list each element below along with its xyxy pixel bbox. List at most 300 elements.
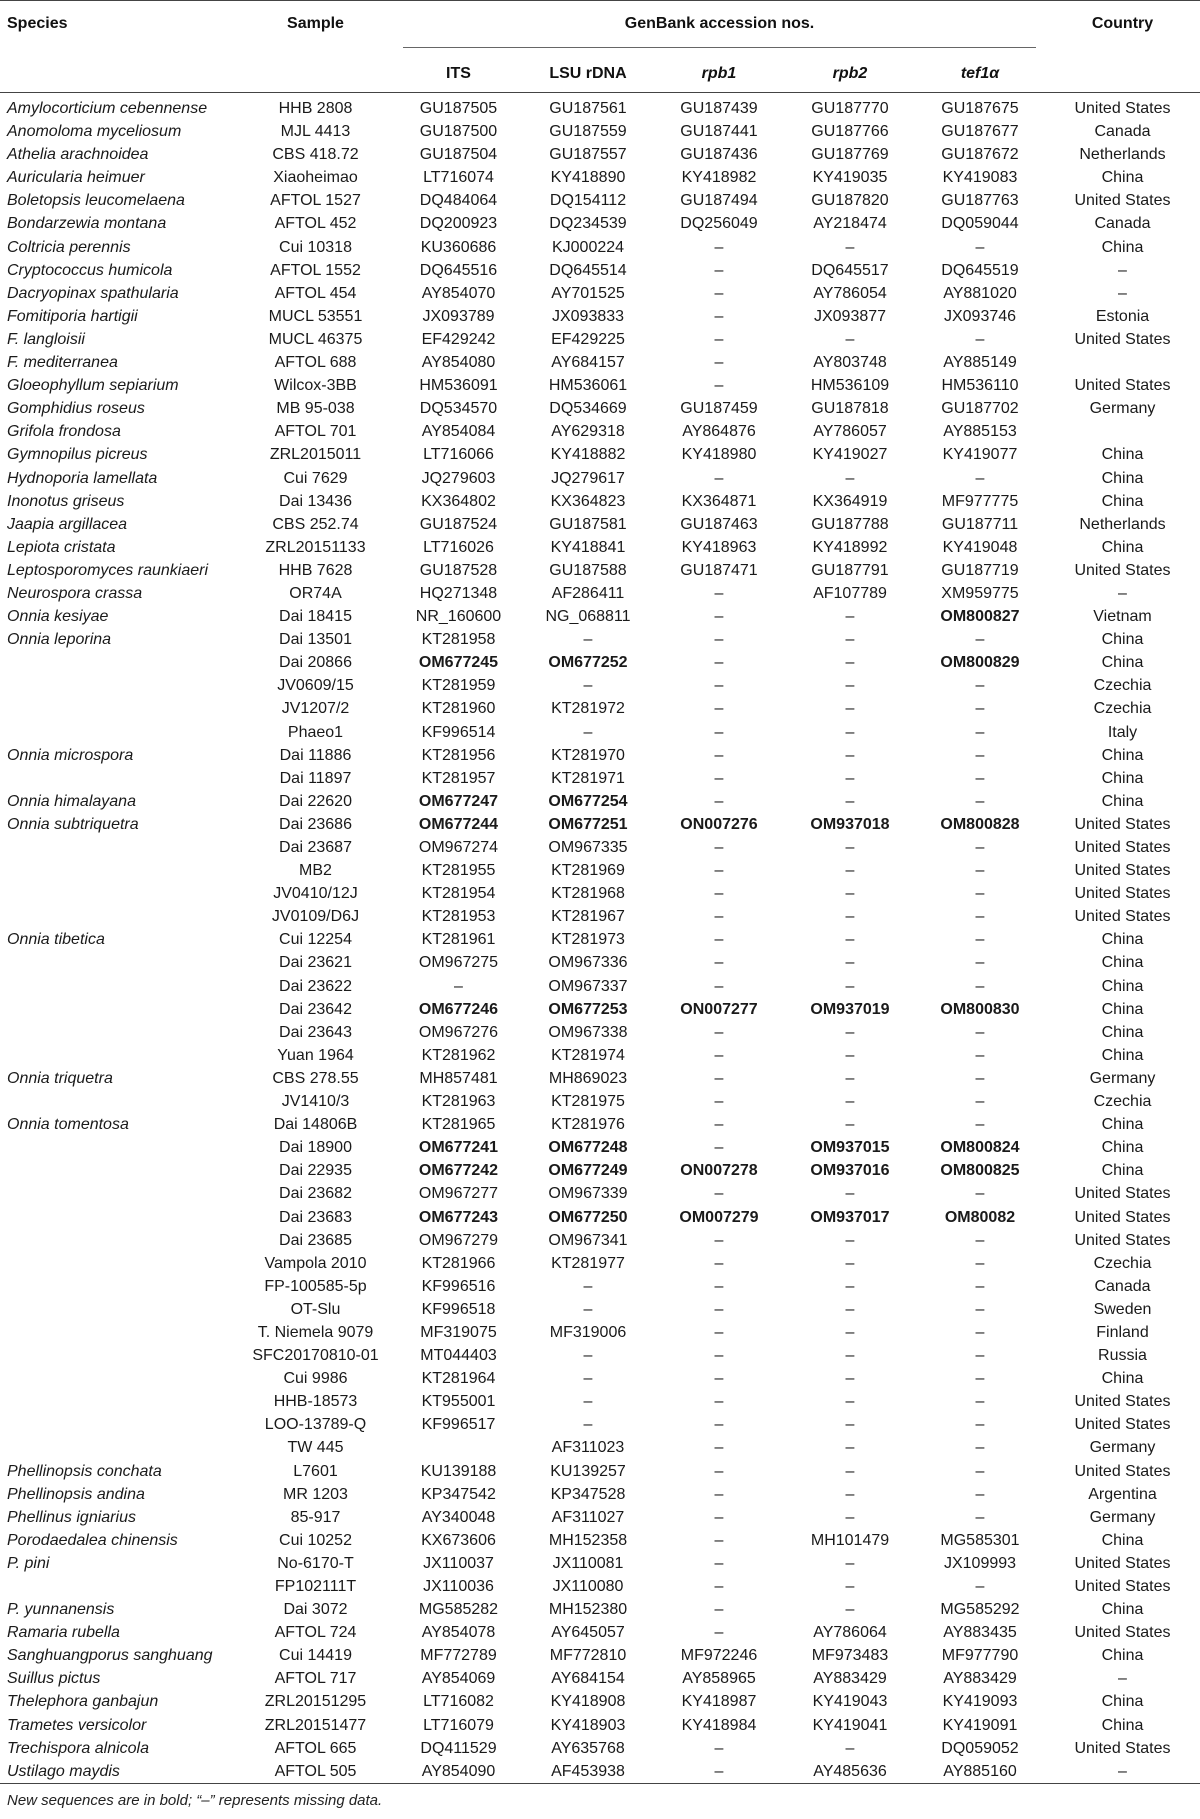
cell-tef: GU187763	[941, 192, 1019, 210]
cell-species: Amylocorticium cebennense	[7, 100, 208, 117]
cell-species: Onnia subtriquetra	[7, 815, 139, 833]
cell-tef: –	[975, 1277, 985, 1295]
table-row	[0, 975, 1200, 998]
cell-its: GU187505	[419, 100, 498, 117]
table-row	[0, 1298, 1200, 1321]
cell-sample: JV1207/2	[281, 700, 350, 718]
cell-rpb2: AY786054	[813, 284, 887, 302]
cell-rpb1: –	[714, 769, 724, 787]
cell-lsu: KY418841	[550, 538, 626, 556]
cell-country: China	[1101, 631, 1144, 649]
cell-rpb1: ON007278	[680, 1162, 758, 1180]
cell-species	[0, 1575, 237, 1598]
cell-species: P. pini	[7, 1554, 50, 1572]
cell-rpb1: –	[714, 284, 724, 302]
cell-country: United States	[1074, 377, 1171, 395]
cell-lsu: OM677248	[548, 1139, 628, 1157]
cell-tef: –	[975, 908, 985, 926]
cell-country: United States	[1074, 815, 1171, 833]
cell-sample: Dai 22935	[279, 1162, 352, 1180]
cell-rpb1: –	[714, 1069, 724, 1087]
cell-species: Ustilago maydis	[0, 1760, 237, 1784]
cell-its: AY854069	[421, 1670, 496, 1688]
cell-its: OM677246	[418, 1000, 499, 1018]
cell-rpb2: GU187769	[811, 146, 889, 164]
cell-rpb1: ON007276	[680, 815, 758, 833]
cell-sample: Cui 7629	[283, 469, 348, 487]
cell-country: China	[1101, 469, 1144, 487]
cell-rpb1: –	[714, 1554, 724, 1572]
cell-its: KT281956	[421, 746, 496, 764]
cell-rpb1: –	[714, 677, 724, 695]
cell-tef: –	[975, 1485, 985, 1503]
cell-rpb2: AY786064	[813, 1624, 887, 1642]
cell-sample: Dai 3072	[283, 1601, 348, 1619]
cell-rpb2: –	[845, 977, 855, 995]
cell-rpb1: KY418982	[681, 169, 757, 187]
cell-tef: –	[975, 931, 985, 949]
table-row	[0, 374, 1200, 397]
cell-its: KF996517	[421, 1416, 496, 1434]
table-row	[0, 397, 1200, 420]
cell-its: NR_160600	[415, 608, 502, 626]
table-row	[0, 1506, 1200, 1529]
table-row	[0, 1182, 1200, 1205]
cell-country: United States	[1074, 1416, 1171, 1434]
cell-species	[0, 674, 237, 697]
cell-country: Germany	[1089, 1508, 1156, 1526]
cell-sample: Cui 9986	[283, 1370, 348, 1388]
cell-species	[0, 697, 237, 720]
cell-its: KF996516	[421, 1277, 496, 1295]
cell-tef: GU187672	[941, 146, 1019, 164]
cell-tef: GU187711	[941, 515, 1019, 533]
cell-country: China	[1101, 977, 1144, 995]
cell-its: OM967279	[418, 1231, 499, 1249]
cell-its: DQ200923	[419, 215, 498, 233]
cell-country: Czechia	[1093, 1254, 1152, 1272]
cell-rpb2: GU187818	[811, 400, 889, 418]
cell-sample: JV0109/D6J	[271, 908, 360, 926]
cell-rpb2: OM937017	[810, 1208, 890, 1226]
cell-country: Canada	[1094, 1277, 1151, 1295]
table-row	[0, 674, 1200, 697]
cell-rpb2: –	[845, 839, 855, 856]
cell-rpb2: MH101479	[810, 1531, 890, 1549]
table-row	[0, 1090, 1200, 1113]
cell-sample: Cui 12254	[279, 931, 352, 949]
cell-rpb1: DQ256049	[680, 215, 758, 233]
cell-rpb2: –	[845, 1093, 855, 1111]
cell-rpb1: KY418980	[681, 446, 757, 464]
cell-rpb2: OM937015	[810, 1139, 890, 1157]
cell-tef: –	[975, 631, 985, 649]
cell-tef: –	[975, 238, 985, 256]
cell-sample: Dai 13436	[279, 492, 352, 510]
cell-sample: Vampola 2010	[264, 1254, 367, 1272]
table-row	[0, 189, 1200, 212]
cell-species	[0, 1044, 237, 1067]
cell-species: Jaapia argillacea	[7, 515, 128, 533]
cell-country: China	[1101, 1601, 1144, 1619]
cell-its: HQ271348	[419, 584, 498, 602]
table-row	[0, 1044, 1200, 1067]
cell-sample: Dai 23685	[279, 1231, 352, 1249]
cell-sample: Dai 23642	[279, 1000, 352, 1018]
cell-rpb1: –	[714, 1185, 724, 1203]
cell-country: China	[1101, 1162, 1144, 1180]
cell-its: KP347542	[421, 1485, 496, 1503]
cell-rpb1: –	[714, 1739, 724, 1757]
cell-sample: AFTOL 701	[274, 423, 357, 441]
cell-rpb2: –	[845, 1439, 855, 1457]
cell-rpb1: –	[714, 1277, 724, 1295]
cell-lsu: OM967338	[548, 1023, 628, 1041]
cell-tef: –	[975, 1116, 985, 1134]
header-locus: rpb1	[701, 64, 737, 82]
cell-sample: HHB 7628	[278, 561, 353, 579]
cell-country: China	[1101, 931, 1144, 949]
cell-lsu: JX110081	[552, 1554, 624, 1572]
cell-lsu: KX364823	[550, 492, 626, 510]
cell-sample: Dai 23683	[279, 1208, 352, 1226]
cell-sample: T. Niemela 9079	[257, 1323, 374, 1341]
cell-its: KT955001	[421, 1393, 496, 1411]
cell-its: AY854080	[421, 354, 496, 372]
cell-sample: Dai 11897	[279, 769, 352, 787]
cell-sample: FP102111T	[274, 1578, 357, 1595]
cell-its: OM677242	[418, 1162, 499, 1180]
table-row	[0, 93, 1200, 121]
cell-rpb2: –	[845, 862, 855, 880]
cell-country: China	[1101, 769, 1144, 787]
cell-tef: –	[975, 954, 985, 972]
cell-species: Fomitiporia hartigii	[7, 307, 138, 325]
cell-lsu: KT281973	[551, 931, 625, 949]
cell-tef: DQ645519	[941, 261, 1019, 279]
cell-tef: AY883435	[943, 1624, 1017, 1642]
cell-its: LT716026	[423, 538, 494, 556]
table-row	[0, 836, 1200, 859]
cell-country: United States	[1074, 192, 1171, 210]
cell-lsu: OM967335	[548, 839, 628, 856]
cell-its: EF429242	[421, 330, 496, 348]
cell-rpb2: –	[845, 1554, 855, 1572]
cell-lsu: AY645057	[551, 1624, 625, 1642]
cell-country: United States	[1074, 862, 1171, 880]
cell-its: MF772789	[420, 1647, 497, 1665]
table-row	[0, 951, 1200, 974]
cell-country	[1045, 420, 1200, 443]
cell-rpb2: –	[845, 631, 855, 649]
cell-its: DQ411529	[420, 1739, 497, 1757]
cell-its	[394, 1436, 523, 1459]
cell-lsu: JQ279617	[551, 469, 625, 487]
cell-rpb2: –	[845, 1370, 855, 1388]
cell-sample: Dai 20866	[279, 654, 352, 672]
cell-rpb2: –	[845, 1578, 855, 1595]
cell-lsu: KT281971	[551, 769, 625, 787]
cell-rpb1: –	[714, 354, 724, 372]
cell-sample: ZRL2015011	[269, 446, 362, 464]
header-locus: ITS	[446, 64, 471, 82]
cell-country: China	[1101, 1370, 1144, 1388]
cell-its: GU187524	[419, 515, 498, 533]
cell-tef: OM800830	[940, 1000, 1020, 1018]
cell-tef: GU187702	[941, 400, 1019, 418]
cell-its: OM677243	[418, 1208, 499, 1226]
cell-tef: –	[975, 885, 985, 903]
cell-tef: –	[975, 1069, 985, 1087]
cell-tef: –	[975, 1508, 985, 1526]
cell-species: Auricularia heimuer	[7, 169, 145, 187]
cell-lsu: AY684157	[551, 354, 625, 372]
table-row	[0, 859, 1200, 882]
cell-rpb2: –	[845, 1023, 855, 1041]
cell-its: AY340048	[421, 1508, 496, 1526]
cell-species	[0, 1298, 237, 1321]
cell-country: United States	[1074, 1578, 1171, 1595]
cell-lsu: –	[583, 1416, 593, 1434]
cell-tef: GU187675	[941, 100, 1019, 117]
cell-tef: MG585301	[940, 1531, 1020, 1549]
cell-rpb2: GU187770	[811, 100, 889, 117]
cell-country: –	[1118, 1670, 1127, 1688]
cell-rpb1: GU187439	[680, 100, 758, 117]
cell-its: KT281963	[421, 1093, 496, 1111]
cell-lsu: JX093833	[551, 307, 625, 325]
cell-species	[0, 1367, 237, 1390]
cell-species	[0, 1159, 237, 1182]
cell-tef: OM800829	[940, 654, 1020, 672]
cell-rpb2: –	[845, 1254, 855, 1272]
cell-its: GU187528	[419, 561, 498, 579]
cell-species: Phellinopsis conchata	[7, 1462, 162, 1480]
cell-lsu: –	[583, 723, 593, 741]
cell-country: China	[1101, 746, 1144, 764]
cell-country: Canada	[1094, 215, 1151, 233]
cell-rpb2: –	[845, 908, 855, 926]
cell-rpb1: –	[714, 954, 724, 972]
table-row	[0, 443, 1200, 466]
table-row	[0, 1667, 1200, 1690]
cell-species	[0, 1390, 237, 1413]
cell-rpb2: JX093877	[813, 307, 887, 325]
cell-lsu: MF319006	[549, 1323, 627, 1341]
cell-rpb1: –	[714, 723, 724, 741]
cell-lsu: KT281970	[551, 746, 625, 764]
cell-tef: OM800824	[940, 1139, 1020, 1157]
cell-its: KT281964	[421, 1370, 496, 1388]
cell-rpb1: –	[714, 1300, 724, 1318]
cell-its: OM677241	[418, 1139, 499, 1157]
cell-rpb1: KY418984	[681, 1716, 757, 1734]
cell-country: China	[1101, 1531, 1144, 1549]
cell-country: United States	[1074, 1393, 1171, 1411]
cell-species	[0, 1344, 237, 1367]
table-row	[0, 1067, 1200, 1090]
table-row	[0, 605, 1200, 628]
cell-lsu: KY418882	[550, 446, 626, 464]
cell-rpb2: KY419027	[812, 446, 888, 464]
cell-country: United States	[1074, 1231, 1171, 1249]
cell-sample: ZRL20151477	[264, 1716, 367, 1734]
cell-rpb1: –	[714, 1601, 724, 1619]
cell-lsu: DQ645514	[549, 261, 627, 279]
cell-rpb1: –	[714, 862, 724, 880]
cell-lsu: KT281977	[551, 1254, 625, 1272]
cell-tef: –	[975, 723, 985, 741]
cell-rpb1: –	[714, 261, 724, 279]
cell-country: United States	[1074, 885, 1171, 903]
cell-its: GU187504	[419, 146, 498, 164]
cell-sample: Dai 23622	[279, 977, 352, 995]
table-row	[0, 582, 1200, 605]
cell-tef: –	[975, 1393, 985, 1411]
cell-country: Sweden	[1093, 1300, 1152, 1318]
cell-lsu: OM677252	[548, 654, 628, 672]
cell-species: Gymnopilus picreus	[7, 446, 148, 464]
cell-rpb2: –	[845, 769, 855, 787]
table-row	[0, 536, 1200, 559]
cell-its: KT281958	[421, 631, 496, 649]
cell-its: AY854070	[421, 284, 496, 302]
cell-rpb2: –	[845, 746, 855, 764]
cell-sample: No-6170-T	[277, 1554, 354, 1572]
cell-its: KT281959	[421, 677, 496, 695]
cell-sample: Dai 23686	[279, 815, 352, 833]
cell-species	[0, 998, 237, 1021]
cell-sample: CBS 418.72	[272, 146, 359, 164]
cell-country: Italy	[1107, 723, 1138, 741]
cell-its: HM536091	[419, 377, 498, 395]
cell-its: KT281957	[421, 769, 496, 787]
cell-rpb1: –	[714, 1508, 724, 1526]
cell-rpb2: –	[845, 1046, 855, 1064]
cell-lsu: –	[583, 677, 593, 695]
table-row	[0, 1367, 1200, 1390]
cell-species	[0, 905, 237, 928]
cell-rpb2: GU187791	[811, 561, 889, 579]
table-row	[0, 143, 1200, 166]
cell-lsu: AY629318	[551, 423, 625, 441]
cell-rpb2: GU187788	[811, 515, 889, 533]
table-row	[0, 813, 1200, 836]
cell-rpb2: –	[845, 1485, 855, 1503]
cell-its: DQ484064	[419, 192, 498, 210]
cell-rpb1: –	[714, 1624, 724, 1642]
cell-rpb2: –	[845, 885, 855, 903]
cell-sample: AFTOL 688	[274, 354, 357, 372]
cell-rpb2: GU187766	[811, 123, 889, 141]
cell-lsu: KT281975	[551, 1093, 625, 1111]
cell-tef: –	[975, 700, 985, 718]
cell-tef: KY419093	[942, 1693, 1018, 1711]
table-row	[0, 212, 1200, 235]
cell-country: –	[1118, 584, 1127, 602]
cell-tef: KY419083	[942, 169, 1018, 187]
cell-its: LT716079	[423, 1716, 494, 1734]
cell-rpb1: –	[714, 1485, 724, 1503]
header-locus: rpb2	[832, 64, 868, 82]
table-row	[0, 513, 1200, 536]
cell-tef: AY883429	[943, 1670, 1017, 1688]
cell-species: Lepiota cristata	[7, 538, 116, 556]
cell-rpb2: –	[845, 1508, 855, 1526]
table-row	[0, 1159, 1200, 1182]
cell-species: Athelia arachnoidea	[7, 146, 149, 164]
cell-lsu: OM677254	[548, 792, 628, 810]
cell-rpb1: –	[714, 1023, 724, 1041]
cell-its: DQ645516	[419, 261, 498, 279]
cell-country: Czechia	[1093, 1093, 1152, 1111]
cell-lsu: OM967341	[548, 1231, 628, 1249]
cell-tef: JX109993	[943, 1554, 1017, 1572]
cell-lsu: OM967337	[548, 977, 628, 995]
cell-lsu: HM536061	[548, 377, 628, 395]
cell-its: MG585282	[418, 1601, 499, 1619]
cell-sample: MR 1203	[283, 1485, 348, 1503]
cell-rpb2: –	[845, 1231, 855, 1249]
cell-tef: AY881020	[943, 284, 1017, 302]
cell-lsu: GU187561	[549, 100, 627, 117]
cell-its: OM677247	[418, 792, 499, 810]
cell-rpb1: KY418963	[681, 538, 757, 556]
cell-its: OM967275	[418, 954, 499, 972]
cell-lsu: AY701525	[551, 284, 625, 302]
cell-country: Germany	[1089, 400, 1156, 418]
cell-its: KX364802	[421, 492, 496, 510]
cell-country: Netherlands	[1079, 515, 1166, 533]
cell-rpb1: AY864876	[682, 423, 756, 441]
cell-its: OM677244	[418, 815, 499, 833]
cell-rpb2: OM937016	[810, 1162, 890, 1180]
cell-sample: Cui 10252	[279, 1531, 352, 1549]
cell-its: JQ279603	[421, 469, 496, 487]
cell-rpb2: AY485636	[785, 1760, 915, 1784]
cell-rpb1: –	[714, 1046, 724, 1064]
cell-species: Onnia tibetica	[7, 931, 105, 949]
cell-rpb1: –	[714, 584, 724, 602]
table-row	[0, 236, 1200, 259]
cell-rpb1: –	[714, 1462, 724, 1480]
cell-rpb1: GU187471	[680, 561, 758, 579]
cell-sample: FP-100585-5p	[264, 1277, 367, 1295]
cell-its: LT716066	[423, 446, 494, 464]
cell-country: Germany	[1089, 1069, 1156, 1087]
cell-lsu: GU187581	[549, 515, 627, 533]
cell-sample: Dai 23687	[279, 839, 352, 856]
cell-its: LT716074	[423, 169, 494, 187]
cell-its: AY854090	[394, 1760, 523, 1784]
cell-lsu: NG_068811	[545, 608, 631, 626]
table-row	[0, 1552, 1200, 1575]
cell-its: KT281955	[421, 862, 496, 880]
cell-its: KX673606	[421, 1531, 496, 1549]
cell-rpb1: –	[714, 700, 724, 718]
cell-rpb2: –	[845, 1185, 855, 1203]
cell-country: Canada	[1094, 123, 1151, 141]
cell-sample: OT-Slu	[290, 1300, 341, 1318]
cell-sample: JV1410/3	[281, 1093, 350, 1111]
cell-rpb1: MF972246	[680, 1647, 758, 1665]
cell-country: Netherlands	[1079, 146, 1166, 164]
cell-lsu: OM967336	[548, 954, 628, 972]
cell-lsu: KT281968	[551, 885, 625, 903]
cell-lsu: –	[583, 1370, 593, 1388]
cell-rpb2: –	[845, 1462, 855, 1480]
cell-species: Anomoloma myceliosum	[7, 123, 182, 141]
